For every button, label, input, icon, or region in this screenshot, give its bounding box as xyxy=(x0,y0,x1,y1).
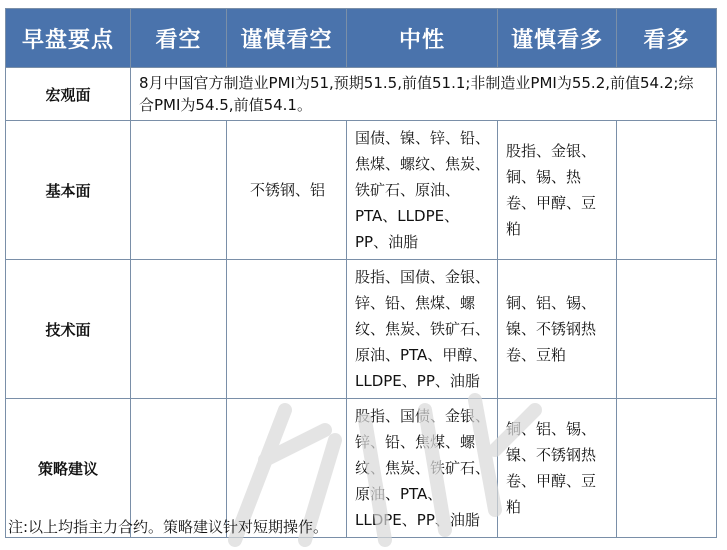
technical-bearish-cell xyxy=(131,260,227,399)
strategy-bullish-cell xyxy=(617,399,717,538)
table-row-technical xyxy=(6,260,717,399)
header-row xyxy=(6,9,717,68)
technical-bullish-cell xyxy=(617,260,717,399)
header-cell-neutral: 中性 xyxy=(347,9,498,68)
header-cell-cautious-bearish: 谨慎看空 xyxy=(227,9,347,68)
fundamental-bearish-cell xyxy=(131,121,227,260)
header-cell-bearish: 看空 xyxy=(131,9,227,68)
table-row-macro xyxy=(6,68,717,121)
strategy-neutral-cell: 股指、国债、金银、锌、铅、焦煤、螺纹、焦炭、铁矿石、原油、PTA、LLDPE、PP、油脂 xyxy=(347,399,498,538)
fundamental-cautious-bearish-cell: 不锈钢、铝 xyxy=(227,121,347,260)
row-label-technical: 技术面 xyxy=(6,260,131,399)
header-cell-cautious-bullish: 谨慎看多 xyxy=(498,9,617,68)
morning-outlook-table xyxy=(5,8,717,538)
fundamental-cautious-bullish-cell: 股指、金银、铜、锡、热卷、甲醇、豆粕 xyxy=(498,121,617,260)
macro-text: 8月中国官方制造业PMI为51,预期51.5,前值51.1;非制造业PMI为55.2,前值54.2;综合PMI为54.5,前值54.1。 xyxy=(131,68,717,121)
header-cell-bullish: 看多 xyxy=(617,9,717,68)
technical-cautious-bullish-cell: 铜、铝、锡、镍、不锈钢热卷、豆粕 xyxy=(498,260,617,399)
strategy-cautious-bullish-cell: 铜、铝、锡、镍、不锈钢热卷、甲醇、豆粕 xyxy=(498,399,617,538)
row-label-strategy: 策略建议 xyxy=(6,399,131,538)
header-cell-summary: 早盘要点 xyxy=(6,9,131,68)
table-row-fundamental xyxy=(6,121,717,260)
fundamental-neutral-cell: 国债、镍、锌、铅、焦煤、螺纹、焦炭、铁矿石、原油、PTA、LLDPE、PP、油脂 xyxy=(347,121,498,260)
row-label-fundamental: 基本面 xyxy=(6,121,131,260)
footnote: 注:以上均指主力合约。策略建议针对短期操作。 xyxy=(8,518,329,536)
row-label-macro: 宏观面 xyxy=(6,68,131,121)
technical-cautious-bearish-cell xyxy=(227,260,347,399)
fundamental-bullish-cell xyxy=(617,121,717,260)
technical-neutral-cell: 股指、国债、金银、锌、铅、焦煤、螺纹、焦炭、铁矿石、原油、PTA、甲醇、LLDPE、PP、油脂 xyxy=(347,260,498,399)
